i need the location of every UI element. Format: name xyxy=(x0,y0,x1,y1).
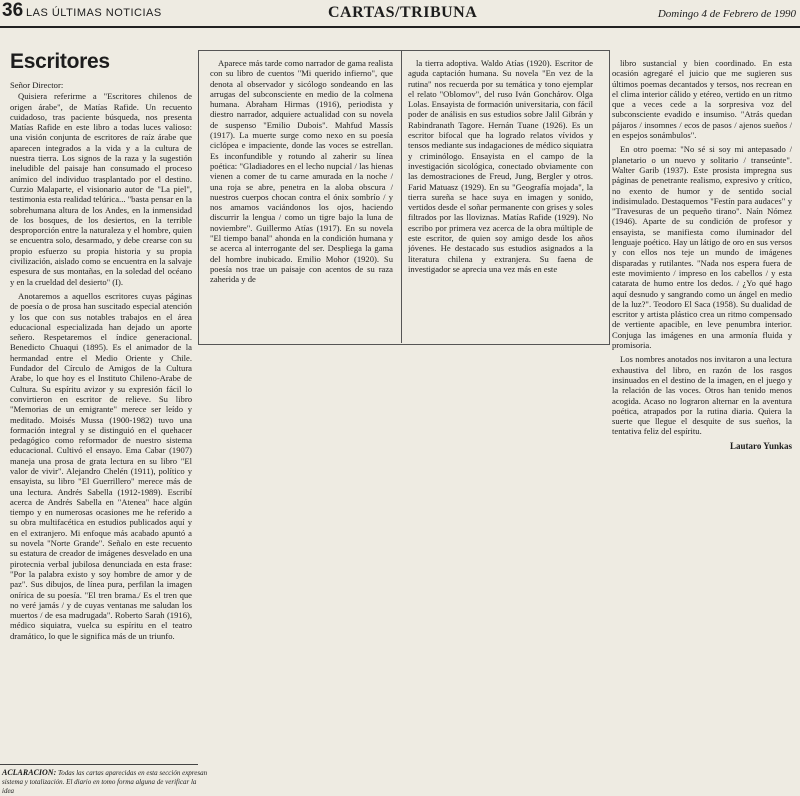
paragraph: Aparece más tarde como narrador de gama realista con su libro de cuentos "Mi querido infierno", que denota al observador y sicólogo sondeando en las arrugas del subconsciente en medio de la colmena humana. Abraham Hirmas (1916), periodista y diestro narrador, adquiere actualidad con su novela de suspenso "Emilio Dubois". Mahfud Massís (1917). La muerte surge como nexo en su poesía ciclópea e impaciente, donde las voces se estrellan. Es inconfundible y rotundo al zaherir su línea poética: "Gladiadores en el lecho nupcial / las hienas vienen a comer de tu carne amurada en la noche / una roja se abre, penetra en la aloba obscura / nuestros cuerpos chocan contra el ónix sombrío / y nos amamos vaciándonos los ojos, haciendo discurrir la lengua / como un tigre bajo la luna de noviembre". Guillermo Atías (1917). En su novela "El tiempo banal" ahonda en la condición humana y se acerca al interrogante del ser. Despliega la gama del hombre inubicado. Emilio Mohor (1920). Su poesía nos trae un paisaje con acentos de su raza zaherida y de xyxy=(210,58,393,285)
article-column-3 xyxy=(408,58,593,338)
paragraph: libro sustancial y bien coordinado. En esta ocasión agregaré el juicio que me sugieren sus últimos poemas decantados y tersos, nos recrean en el clima interior cálido y etéreo, vertido en un ritmo que a veces cede a la sorpresiva voz del subconsciente evadido e insumiso. "Atrás quedan pájaros / insomnes / ecos de pasos / ajenos sueños / en espejos sonámbulos". xyxy=(612,58,792,141)
newspaper-name: LAS ÚLTIMAS NOTICIAS xyxy=(26,7,162,19)
salutation: Señor Director: xyxy=(10,80,64,90)
article-column-4 xyxy=(612,58,792,528)
page-header xyxy=(0,0,800,28)
column-divider xyxy=(401,50,402,343)
paragraph: Anotaremos a aquellos escritores cuyas páginas de poesía o de prosa han suscitado especial atención y los que con sus notables trabajos en el área educacional especializada han dejado un aporte señero. Respetaremos el índice generacional. Benedicto Chuaqui (1895). Es el animador de la hermandad entre el Medio Oriente y Chile. Fundador del Círculo de Amigos de la Cultura Arabe, lo que hoy es el Instituto Chileno-Arabe de Cultura. Su espíritu avizor y su expresión fácil lo convirtieron en escritor de relieve. Su libro "Memorias de un emigrante" merece ser leído y meditado. Moisés Mussa (1900-1982) tuvo una formación integral y se distinguió en el quehacer pedagógico como reformador de nuestro sistema educacional. Cultivó el ensayo. Ema Cabar (1907) maneja una prosa de grata lectura en su libro "El valor de vivir". Alejandro Chelén (1911), político y ensayista, su libro "El Guerrillero" merece más de una lectura. Andrés Sabella (1912-1989). Escribí acerca de Andrés Sabella en "Atenea" hace algún tiempo y en numerosas ocasiones me he referido a su obra multifacética en estudios publicados aquí y en el extranjero. Mi enfoque más acabado apuntó a su novela "Norte Grande". Señalo en este recuento su estatura de creador de imágenes desvelado en una pirotecnia verbal jubilosa denunciada en esta frase: "Por la palabra existo y soy hombre de amor y de paz". Sus dibujos, de línea pura, perfilan la imagen onírica de su poesía. "El tren brama./ Es el tren que no veré jamás / y de cuyas ventanas me saludan los muertos / de esa madrugada". Roberto Sarah (1916), médico siquiatra, vuelca su espíritu en el teatro dramático, lo que le significa más de un triunfo. xyxy=(10,290,192,641)
paragraph: Los nombres anotados nos invitaron a una lectura exhaustiva del libro, en razón de los rasgos insinuados en el destino de la imagen, en el juego y la relación de las voces. Otros han tenido menos acogida. Acaso no lograron alternar en la aventura poética, atrapados por la rutina diaria. Quiera la suerte que llegue el desquite de sus sueños, la tentativa feliz del espíritu. xyxy=(612,354,792,437)
footnote xyxy=(2,768,208,796)
footnote-text: Todas las cartas aparecidas en esta sección expresan sistema y totalización. El diario en tomo forma alguna de verificar la idea xyxy=(2,769,208,795)
footnote-divider xyxy=(0,764,198,765)
article-title: Escritores xyxy=(10,50,110,73)
article-column-2 xyxy=(210,58,393,338)
article-column-1 xyxy=(10,50,192,758)
issue-date: Domingo 4 de Febrero de 1990 xyxy=(657,8,796,20)
paragraph: la tierra adoptiva. Waldo Atías (1920). Escritor de aguda captación humana. Su novela "En vez de la rutina" nos recuerda por su temática y tono ejemplar el relato "Oblomov", del ruso Iván Gonchárov. Olga Lolas. Ensayista de formación universitaria, con fácil poder de análisis en sus estudios sobre Jalil Gibrán y Rabindranath Tagore. Hernán Tuane (1926). Es un escritor bifocal que ha logrado relatos vívidos y tensos mediante sus indagaciones de médico siquiatra y criminólogo. Ensayista en el campo de la investigación sicológica, conectado obviamente con las demostraciones de Freud, Jung, Bergler y otros. Farid Matuasz (1929). En su "Geografía mojada", la tierra sureña se hace suya en imagen y sonido, vertidos desde el soñar permanente con grises y soles filtrados por las lloviznas. Matías Rafide (1929). No escribo por primera vez acerca de la obra múltiple de este escritor, de quien soy amigo desde los años jóvenes. He destacado sus estudios asignados a la literatura chilena y extranjera. Su faena de investigador se aprecia una vez más en este xyxy=(408,58,593,274)
paragraph: En otro poema: "No sé si soy mi antepasado / planetario o un nuevo y solitario / transeúnte". Walter Garib (1937). Este prosista impregna sus páginas de penetrante realismo, expresivo y crítico, no exento de humor y de sentido social indisimulado. Destaquemos "Festín para audaces" y "Travesuras de un pequeño tirano". Naín Nómez (1946). Aparte de su condición de profesor y ensayista, se manifiesta como iluminador del lenguaje poético. Hay un látigo de oro en sus versos y con ellos nos teje un mundo de imágenes disparadas y rutilantes. "Nada nos espera fuera de este movimiento / impreso en los cabellos / y esta catarata de humo entre los dedos. / ¿Yo qué hago aquí desnudo y sangrando como un ángel en medio de la luz?". Teodoro El Saca (1958). Su dualidad de escritor y artista plástico crea un ritmo compensado de vertiente apacible, en leve penumbra interior. Conjuga las imágenes en una armonía fluida y promisoria. xyxy=(612,144,792,351)
author-signature: Lautaro Yunkas xyxy=(730,440,792,451)
paragraph: Quisiera referirme a "Escritores chilenos de origen árabe", de Matías Rafide. Un recuento cuidadoso, tras paciente búsqueda, nos presenta Matías Rafide en este libro a todas luces valioso: una visión conjunta de escritores de raíz árabe que aparecen integrados a la vida y a la cultura de nuestra tierra. Los signos de la raza y la sugestión ineludible del paisaje han consumado el proceso anímico del individuo trasplantado por el destino. Curzio Malaparte, el visionario autor de "La piel", testimonia esta realidad telúrica... "basta pensar en la sobrehumana altura de los Andes, en la inmensidad de los bosques, de los desiertos, en la terrible desproporción entre la naturaleza y el hombre, quien se encuentra solo, desarmado, y debe crearse con su propio esfuerzo su propia historia y su propia civilización, aislado como se encuentra en la salvaje espesura de sus montañas, en la soledad del océano y en la crueldad del desierto" (I). xyxy=(10,91,192,287)
section-title: CARTAS/TRIBUNA xyxy=(328,4,478,21)
footnote-label: ACLARACION: xyxy=(2,768,57,777)
page-number: 36 xyxy=(2,0,24,21)
